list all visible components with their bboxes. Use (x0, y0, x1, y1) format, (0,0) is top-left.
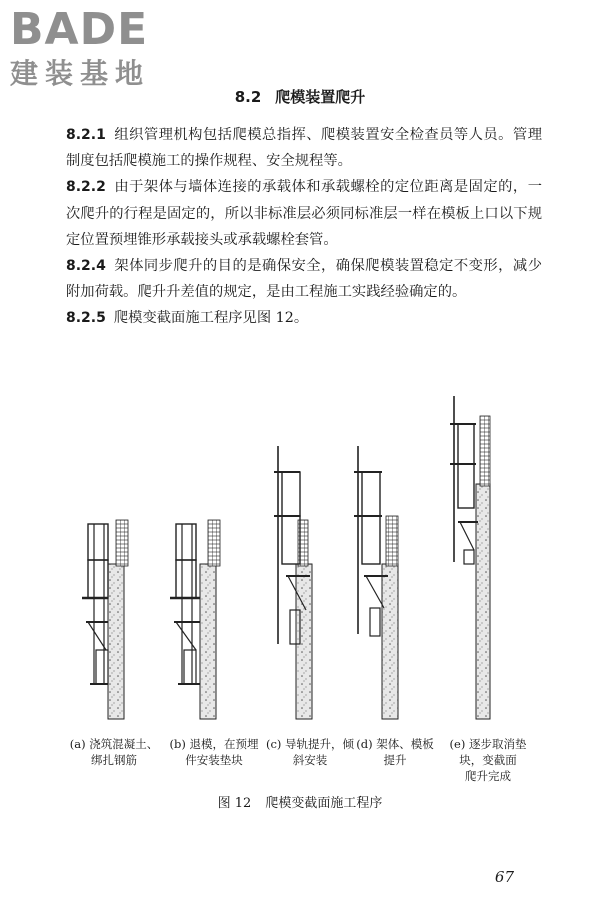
clause-number: 8.2.2 (66, 179, 106, 196)
section-heading (0, 86, 600, 107)
clause-paragraph (66, 253, 542, 305)
clause-number: 8.2.4 (66, 258, 106, 275)
caption-line: 件安装垫块 (185, 753, 243, 767)
logo-subtitle: 建装基地 (10, 57, 151, 90)
caption-line: 斜安装 (292, 753, 328, 767)
caption-line: (d) 架体、模板 (356, 737, 434, 751)
stage-d-diagram (354, 446, 398, 719)
clause-text: 架体同步爬升的目的是确保安全，确保爬模装置稳定不变形，减少附加荷载。爬升升差值的规定，是由工程施工实践经验确定的。 (66, 258, 542, 301)
logo-wordmark: BADE (10, 4, 149, 55)
figure-caption-text: 爬模变截面施工程序 (265, 796, 383, 811)
stage-a-diagram (82, 520, 128, 719)
page-number: 67 (494, 868, 514, 886)
clause-paragraph (66, 174, 542, 253)
clause-number: 8.2.5 (66, 310, 106, 327)
stage-e-diagram (450, 396, 490, 719)
clause-text: 由于架体与墙体连接的承载体和承载螺栓的定位距离是固定的，一次爬升的行程是固定的，所以非标准层必须同标准层一样在模板上口以下规定位置预埋锥形承载接头或承载螺栓套管。 (66, 179, 542, 248)
caption-line: 块，变截面 (459, 753, 517, 767)
climbing-formwork-figure (60, 394, 540, 734)
stage-c-diagram (274, 446, 312, 719)
clause-text: 爬模变截面施工程序见图 12。 (113, 310, 309, 327)
bade-logo (10, 6, 180, 98)
caption-b (164, 736, 264, 768)
caption-line: (c) 导轨提升，倾 (265, 737, 355, 751)
caption-c (262, 736, 358, 768)
clause-text: 组织管理机构包括爬模总指挥、爬模装置安全检查员等人员。管理制度包括爬模施工的操作规程、安全规程等。 (66, 127, 542, 170)
caption-line: 绑扎钢筋 (91, 753, 137, 767)
figure-title (0, 792, 600, 811)
section-number: 8.2 (234, 88, 262, 106)
caption-line: (e) 逐步取消垫 (449, 737, 527, 751)
caption-e (438, 736, 538, 784)
figure-number: 图 12 (217, 796, 252, 811)
caption-line: (b) 退模，在预埋 (169, 737, 259, 751)
clause-paragraph (66, 122, 542, 174)
stage-b-diagram (170, 520, 220, 719)
clause-number: 8.2.1 (66, 127, 106, 143)
caption-line: 提升 (383, 753, 407, 767)
section-title: 爬模装置爬升 (275, 88, 366, 106)
caption-a (66, 736, 162, 768)
caption-d (352, 736, 438, 768)
caption-line: (a) 浇筑混凝土、 (69, 737, 159, 751)
figure-captions (66, 736, 546, 796)
caption-line: 爬升完成 (465, 769, 511, 783)
body-text (66, 122, 542, 332)
clause-paragraph (66, 305, 542, 331)
